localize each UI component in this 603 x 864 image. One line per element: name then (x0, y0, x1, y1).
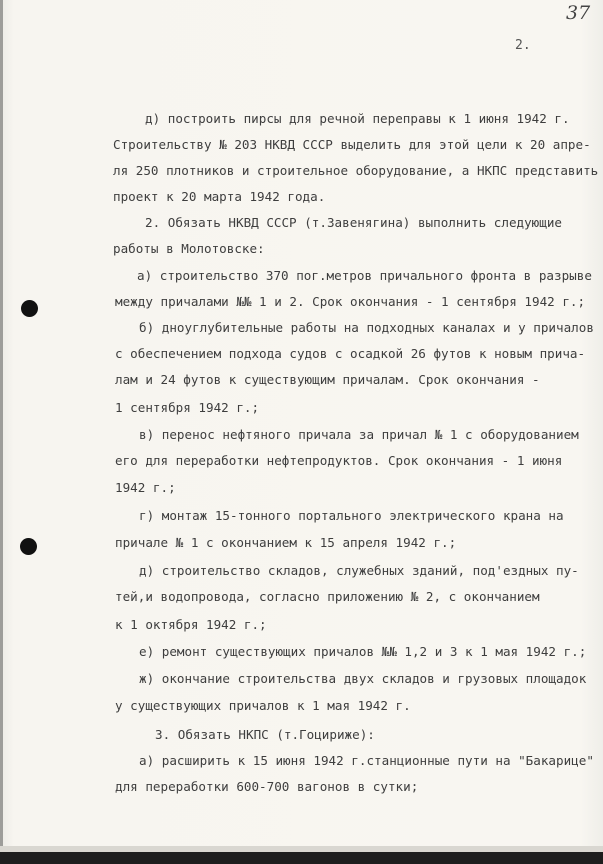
text-line: к 1 октября 1942 г.; (115, 617, 267, 632)
archive-folio-number: 37 (566, 2, 591, 24)
text-line: б) дноуглубительные работы на подходных каналах и у причалов (139, 320, 594, 335)
text-line: в) перенос нефтяного причала за причал № 1 с оборудованием (139, 427, 579, 442)
text-line: д) построить пирсы для речной переправы к 1 июня 1942 г. (145, 111, 570, 126)
text-line: е) ремонт существующих причалов №№ 1,2 и 3 к 1 мая 1942 г.; (139, 644, 587, 659)
text-line: работы в Молотовске: (113, 241, 265, 256)
text-line: у существующих причалов к 1 мая 1942 г. (115, 698, 411, 713)
text-line: 1942 г.; (115, 480, 176, 495)
text-line: для переработки 600-700 вагонов в сутки; (115, 779, 419, 794)
page-bottom-edge (0, 846, 603, 852)
text-line: лам и 24 футов к существующим причалам. Срок окончания - (115, 372, 540, 387)
page-number: 2. (515, 38, 531, 53)
punch-hole (20, 538, 37, 555)
text-line: 3. Обязать НКПС (т.Гоцириже): (155, 727, 375, 742)
text-line: ж) окончание строительства двух складов и грузовых площадок (139, 671, 587, 686)
text-line: д) строительство складов, служебных зданий, под'ездных пу- (139, 563, 579, 578)
text-line: 2. Обязать НКВД СССР (т.Завенягина) выполнить следующие (145, 215, 563, 230)
text-line: Строительству № 203 НКВД СССР выделить для этой цели к 20 апре- (113, 137, 591, 152)
text-line: а) расширить к 15 июня 1942 г.станционные пути на "Бакарице" (139, 753, 594, 768)
text-line: тей,и водопровода, согласно приложению № 2, с окончанием (115, 589, 540, 604)
text-line: а) строительство 370 пог.метров причального фронта в разрыве (137, 268, 592, 283)
text-line: между причалами №№ 1 и 2. Срок окончания - 1 сентября 1942 г.; (115, 294, 586, 309)
text-line: проект к 20 марта 1942 года. (113, 189, 326, 204)
text-line: причале № 1 с окончанием к 15 апреля 1942 г.; (115, 535, 457, 550)
text-line: 1 сентября 1942 г.; (115, 400, 260, 415)
text-line: г) монтаж 15-тонного портального электрического крана на (139, 508, 564, 523)
page-left-edge (0, 0, 3, 846)
text-line: его для переработки нефтепродуктов. Срок окончания - 1 июня (115, 453, 563, 468)
text-line: с обеспечением подхода судов с осадкой 26 футов к новым прича- (115, 346, 586, 361)
punch-hole (21, 300, 38, 317)
text-line: ля 250 плотников и строительное оборудование, а НКПС представить (113, 163, 599, 178)
